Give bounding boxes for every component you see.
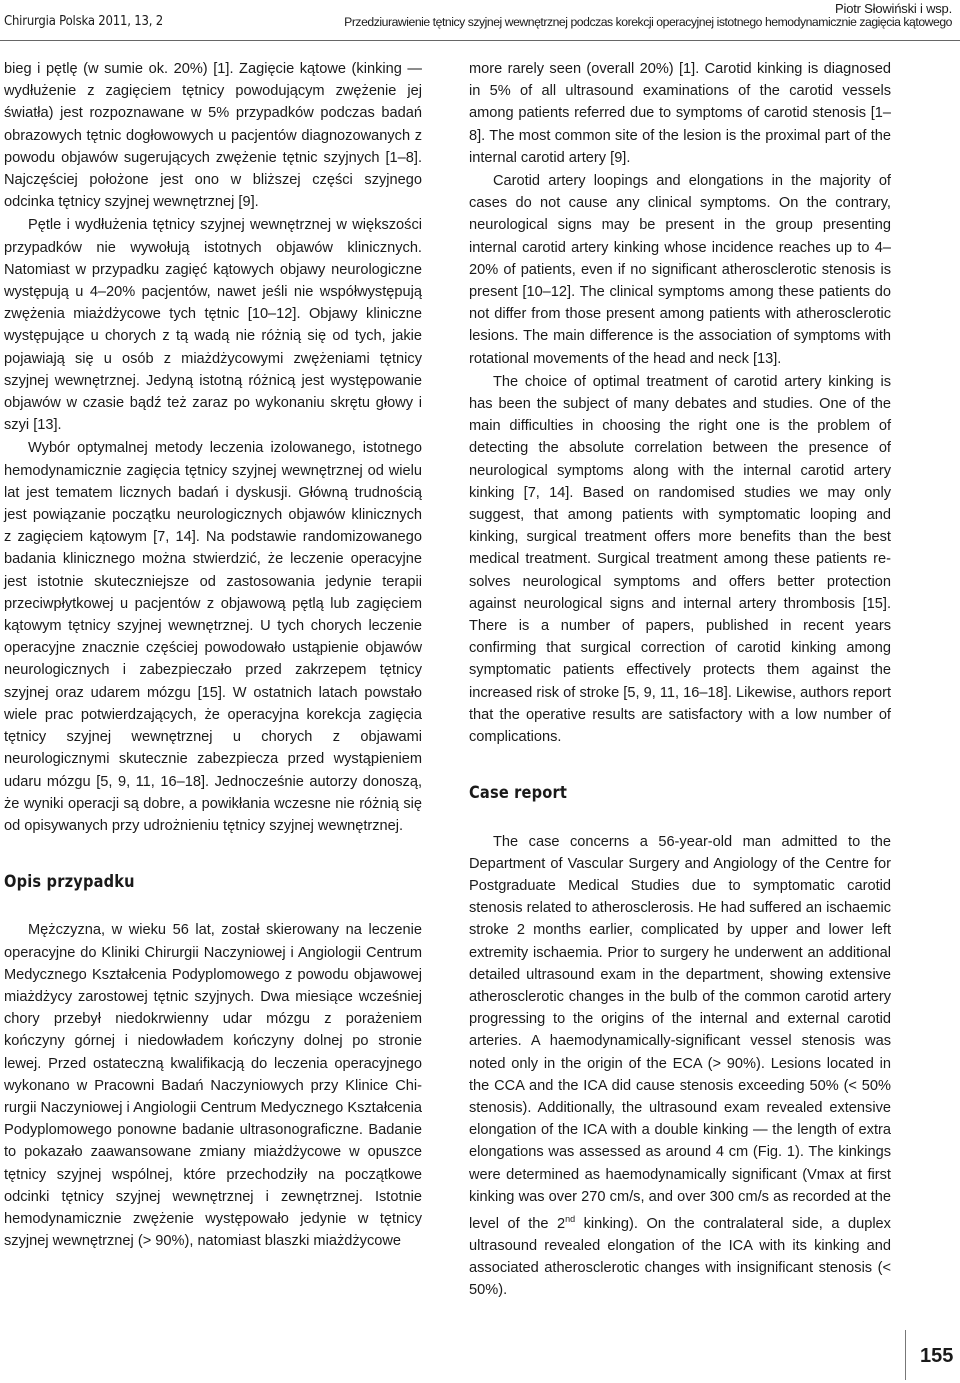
paragraph: bieg i pętlę (w sumie ok. 20%) [1]. Zagięcie kątowe (kinking — wydłużenie z zagięciem tętnicy powodującym zwężenie jej światła) jest rozpoznawane w 5% przypadków podczas badań obrazowych tętnic dogłowowych u pacjentów diagnozowanych z powodu objawów sugerujących zwężenie tętnic szyjnych [1–8]. Najczęściej położone jest ono w bliższej części szyjnego odcinka tętnicy szyjnej wewnętrznej [9].	[4, 61, 422, 211]
page-header	[0, 0, 960, 44]
page-number-divider	[905, 1330, 906, 1380]
paragraph: more rarely seen (overall 20%) [1]. Carotid kinking is diagnosed in 5% of all ultrasound examinations of the carotid vessels among patients referred due to symptoms of carotid stenosis [1–8]. The most common site of the lesion is the proximal part of the internal carotid artery [9].	[469, 61, 891, 166]
paragraph: Pętle i wydłużenia tętnicy szyjnej wewnętrznej w większości przypadków nie wywołują istotnych objawów klinicznych. Natomiast w przypadku zagięć kątowych objawy neurologiczne występują u 4–20% pacjentów, nawet jeśli nie współwystępują zwężenia miażdżycowe tych tętnic [10–12]. Objawy kliniczne występujące u chorych z tą wadą nie różnią się od tych, jakie pojawiają się u osób z miażdżycowymi zwężeniami tętnicy szyjnej wewnętrznej. Jedyną istotną różnicą jest występowanie objawów w czasie bądź też zaraz po wykonaniu skrętu głowy i szyi [13].	[4, 217, 422, 434]
ordinal-suffix: nd	[565, 1213, 576, 1224]
journal-citation: Chirurgia Polska 2011, 13, 2	[4, 14, 164, 29]
paragraph: The choice of optimal treatment of carotid artery kinking is has been the subject of many debates and studies. One of the main difficulties in choosing the right one is the problem of detecting the absolute correlation between the presence of neurological symptoms along with the internal carotid artery kinking [7, 14]. Based on randomised studies we may only suggest, that among patients with symptomatic looping and kinking, surgical treatment offers more benefits than the best medical treatment. Surgical treatment among these patients resolves neurological symptoms and offers better protection against neurological signs and internal artery thrombosis [15]. There is a number of papers, published in recent years confirming that surgical correction of carotid kinking among symptomatic patients effectively protects them against the increased risk of stroke [5, 9, 11, 16–18]. Likewise, authors report that the operative results are satisfactory with a low number of complications.	[469, 373, 891, 746]
header-divider	[0, 40, 960, 41]
english-text-column	[469, 58, 891, 1302]
paragraph: Wybór optymalnej metody leczenia izolowanego, istotnego hemodynamicznie zagięcia tętnicy szyjnej wewnętrznej od wielu lat jest tematem licznych badań i dyskusji. Główną trudnością jest powiązanie początku neurologicznych objawów klinicznych z zagięciem kątowym [7, 14]. Na podstawie randomizowanego badania klinicznego można stwierdzić, że leczenie operacyjne jest istotnie skuteczniejsze od zastosowania jedynie terapii przeciwpłytkowej u pacjentów z objawową pętlą lub zagięciem kątowym tętnicy szyjnej wewnętrznej. U tych chorych leczenie operacyjne znacznie częściej powodowało ustąpienie objawów neurologicznych i zabezpieczało przed zakrzepem tętnicy szyjnej oraz udarem mózgu [15]. W ostatnich latach powstało wiele prac potwierdzających, że operacyjna korekcja zagięcia tętnicy szyjnej wewnętrznej u chorych z objawami neurologicznymi skutecznie zabezpiecza przed wystąpieniem udaru mózgu [5, 9, 11, 16–18]. Jednocześnie autorzy donoszą, że wyniki operacji są dobre, a powikłania wczesne nie różnią się od opisywanych przy udrożnieniu tętnicy szyjnej wewnętrznej.	[4, 440, 422, 834]
section-heading: Opis przypadku	[4, 872, 135, 893]
paragraph: Mężczyzna, w wieku 56 lat, został skierowany na leczenie operacyjne do Kliniki Chirurgii Naczyniowej i Angiologii Centrum Medycznego Kształcenia Podyplomowego z powodu objawowej miażdżycy zarostowej tętnic szyjnych. Dwa miesiące wcześniej chory przebył niedokrwienny udar mózgu z porażeniem kończyny górnej i niedowładem kończyny dolnej po stronie lewej. Przed ostateczną kwalifikacją do leczenia operacyjnego wykonano w Pracowni Badań Naczyniowych przy Klinice Chirurgii Naczyniowej i Angiologii Centrum Medycznego Kształcenia Podyplomowego ponowne badanie ultrasonograficzne. Badanie to pokazało zaawansowane zmiany miażdżycowe w opuszce tętnicy szyjnej wspólnej, które przechodziły na początkowe odcinki tętnicy szyjnej wewnętrznej i zewnętrznej. Istotnie hemodynamicznie zwężenie występowało jedynie w tętnicy szyjnej wewnętrznej (> 90%), natomiast blaszki miażdżycowe	[4, 922, 422, 1250]
running-title: Przedziurawienie tętnicy szyjnej wewnętrznej podczas korekcji operacyjnej istotnego hemodynamicznie zagięcia kątowego	[344, 15, 952, 29]
paragraph: Carotid artery loopings and elongations in the majority of cases do not cause any clinical symptoms. On the contrary, neurological signs may be present in the group presenting internal carotid artery kinking whose incidence reaches up to 4–20% of patients, even if no significant atherosclerotic stenosis is present [10–12]. The clinical symptoms among these patients do not differ from those present among patients with atherosclerotic lesions. The main difference is the association of symptoms with rotational movements of the head and neck [13].	[469, 173, 891, 367]
page-number: 155	[920, 1345, 954, 1367]
running-authors: Piotr Słowiński i wsp.	[835, 1, 952, 16]
paragraph: The case concerns a 56-year-old man admitted to the Department of Vascular Surgery and Angiology of the Centre for Postgraduate Medical Studies due to symptomatic carotid stenosis related to atherosclerosis. He had suffered an ischaemic stroke 2 months earlier, complicated by upper and lower left extremity ischaemia. Prior to surgery he underwent an additional detailed ultrasound exam in the department, showing extensive atherosclerotic changes in the bulb of the common carotid artery progressing to the origins of the internal and external carotid arteries. A haemodynamically-significant vessel stenosis was noted only in the origin of the ECA (> 90%). Lesions located in the CCA and the ICA did cause stenosis exceeding 50% (< 50% stenosis). Additionally, the ultrasound exam revealed extensive elongation of the ICA with a double kinking — the length of extra elongations was assessed as around 4 cm (Fig. 1). The kinkings were determined as haemodynamically significant (Vmax at first kinking was over 270 cm/s, and over 300 cm/s as recorded at the level of the 2nd kinking). On the contralateral side, a duplex ultrasound revealed elongation of the ICA with its kinking and associated atherosclerotic changes with insignificant stenosis (< 50%).	[469, 833, 891, 1299]
section-heading: Case report	[469, 783, 568, 804]
polish-text-column	[4, 58, 422, 1252]
